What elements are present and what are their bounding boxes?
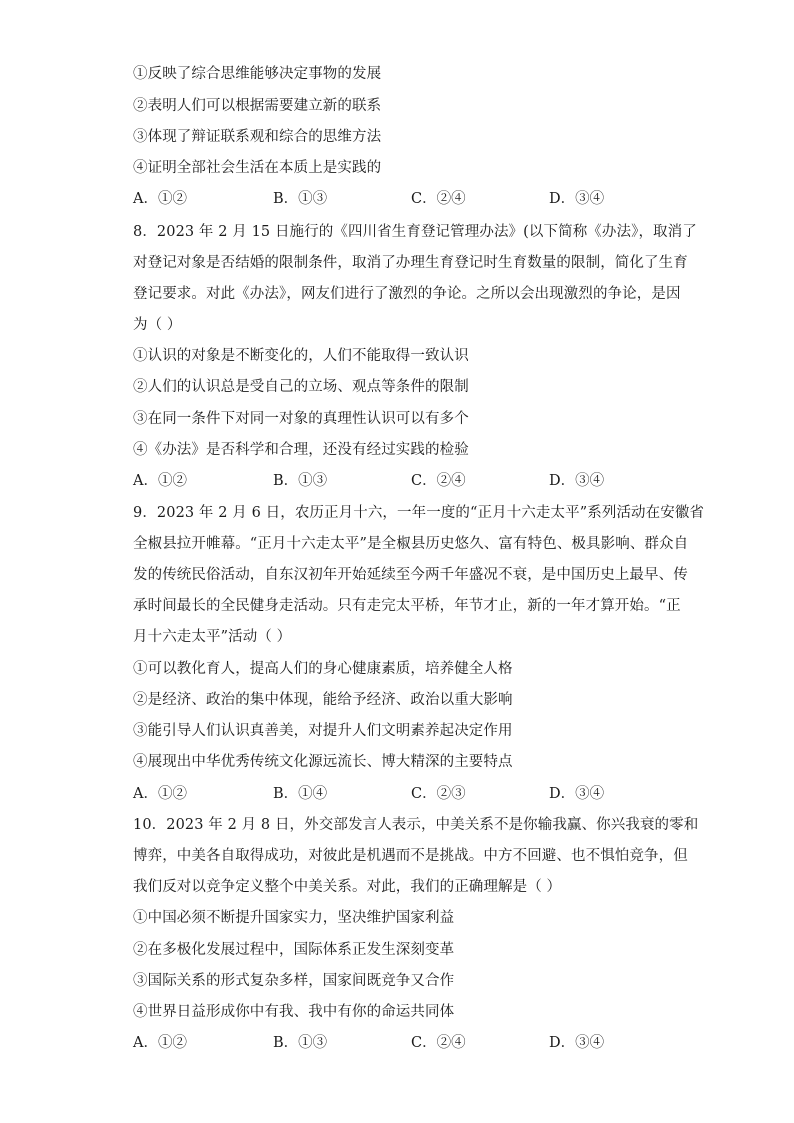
q8-stem-line-3: 登记要求。对此《办法》，网友们进行了激烈的争论。之所以会出现激烈的争论，是因 xyxy=(133,286,681,302)
q7-choice-c[interactable]: C．②④ xyxy=(411,191,466,207)
q7-choice-b[interactable]: B．①③ xyxy=(273,191,328,207)
q8-option-4: ④《办法》是否科学和合理，还没有经过实践的检验 xyxy=(133,442,469,458)
q10-option-3: ③国际关系的形式复杂多样，国家间既竞争又合作 xyxy=(133,973,455,989)
q10-option-2: ②在多极化发展过程中，国际体系正发生深刻变革 xyxy=(133,942,455,958)
q7-choice-d[interactable]: D．③④ xyxy=(549,191,605,207)
q8-stem-line-2: 对登记对象是否结婚的限制条件，取消了办理生育登记时生育数量的限制，简化了生育 xyxy=(133,255,688,271)
q9-choice-b[interactable]: B．①④ xyxy=(273,786,328,802)
q10-choice-d[interactable]: D．③④ xyxy=(549,1035,605,1051)
q7-option-4: ④证明全部社会生活在本质上是实践的 xyxy=(133,160,382,176)
q9-choices xyxy=(133,784,653,804)
q9-stem-line-3: 发的传统民俗活动，自东汉初年开始延续至今两千年盛况不衰，是中国历史上最早、传 xyxy=(133,567,688,583)
q8-choice-a[interactable]: A．①② xyxy=(133,473,187,489)
q8-choice-c[interactable]: C．②④ xyxy=(411,473,466,489)
q8-choice-d[interactable]: D．③④ xyxy=(549,473,605,489)
q7-option-2: ②表明人们可以根据需要建立新的联系 xyxy=(133,98,382,114)
q8-stem-line-1: 8．2023 年 2 月 15 日施行的《四川省生育登记管理办法》(以下简称《办法》，取消了 xyxy=(133,224,697,240)
q10-option-1: ①中国必须不断提升国家实力，坚决维护国家利益 xyxy=(133,910,455,926)
q8-option-2: ②人们的认识总是受自己的立场、观点等条件的限制 xyxy=(133,379,469,395)
q10-stem-line-3: 我们反对以竞争定义整个中美关系。对此，我们的正确理解是（ ） xyxy=(133,879,562,895)
q9-choice-d[interactable]: D．③④ xyxy=(549,786,605,802)
q9-option-1: ①可以教化育人，提高人们的身心健康素质，培养健全人格 xyxy=(133,661,513,677)
q9-option-3: ③能引导人们认识真善美，对提升人们文明素养起决定作用 xyxy=(133,723,513,739)
q8-choices xyxy=(133,471,653,491)
q10-choices xyxy=(133,1033,653,1053)
q8-option-1: ①认识的对象是不断变化的，人们不能取得一致认识 xyxy=(133,348,469,364)
q10-stem-line-1: 10．2023 年 2 月 8 日，外交部发言人表示，中美关系不是你输我赢、你兴我衰的零和 xyxy=(133,817,699,833)
q10-choice-a[interactable]: A．①② xyxy=(133,1035,187,1051)
q8-stem-line-4: 为（ ） xyxy=(133,317,182,333)
q7-choices xyxy=(133,189,653,209)
q9-stem-line-5: 月十六走太平”活动（ ） xyxy=(133,629,292,645)
q10-option-4: ④世界日益形成你中有我、我中有你的命运共同体 xyxy=(133,1004,455,1020)
q7-option-3: ③体现了辩证联系观和综合的思维方法 xyxy=(133,129,382,145)
q7-option-1: ①反映了综合思维能够决定事物的发展 xyxy=(133,66,382,82)
q10-choice-b[interactable]: B．①③ xyxy=(273,1035,328,1051)
q9-option-4: ④展现出中华优秀传统文化源远流长、博大精深的主要特点 xyxy=(133,754,513,770)
q9-choice-c[interactable]: C．②③ xyxy=(411,786,466,802)
q9-stem-line-1: 9．2023 年 2 月 6 日，农历正月十六，一年一度的“正月十六走太平”系列活动在安徽省 xyxy=(133,505,705,521)
q8-choice-b[interactable]: B．①③ xyxy=(273,473,328,489)
q9-option-2: ②是经济、政治的集中体现，能给予经济、政治以重大影响 xyxy=(133,692,513,708)
q10-stem-line-2: 博弈，中美各自取得成功，对彼此是机遇而不是挑战。中方不回避、也不惧怕竞争，但 xyxy=(133,848,688,864)
q9-stem-line-2: 全椒县拉开帷幕。“正月十六走太平”是全椒县历史悠久、富有特色、极具影响、群众自 xyxy=(133,536,689,552)
q9-choice-a[interactable]: A．①② xyxy=(133,786,187,802)
q7-choice-a[interactable]: A．①② xyxy=(133,191,187,207)
q10-choice-c[interactable]: C．②④ xyxy=(411,1035,466,1051)
q8-option-3: ③在同一条件下对同一对象的真理性认识可以有多个 xyxy=(133,411,469,427)
q9-stem-line-4: 承时间最长的全民健身走活动。只有走完太平桥，年节才止，新的一年才算开始。“正 xyxy=(133,598,681,614)
